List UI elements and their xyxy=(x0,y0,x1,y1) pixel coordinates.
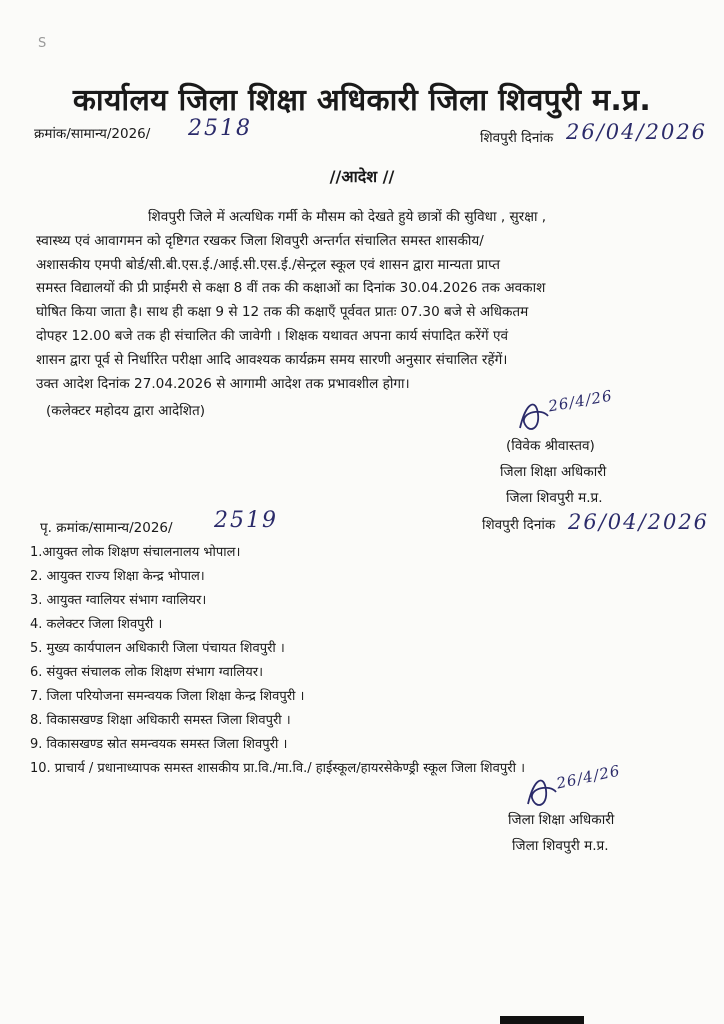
collector-note: (कलेक्टर महोदय द्वारा आदेशित) xyxy=(46,403,206,419)
body-line: समस्त विद्यालयों की प्री प्राईमरी से कक्षा 8 वीं तक की कक्षाओं का दिनांक 30.04.2026 तक अवकाश xyxy=(36,280,546,297)
body-line: स्वास्थ्य एवं आवागमन को दृष्टिगत रखकर जिला शिवपुरी अन्तर्गत संचालित समस्त शासकीय/ xyxy=(36,232,484,249)
list-item: 7. जिला परियोजना समन्वयक जिला शिक्षा केन्द्र शिवपुरी । xyxy=(30,689,305,704)
list-item: 1.आयुक्त लोक शिक्षण संचालनालय भोपाल। xyxy=(30,545,241,560)
office-heading: कार्यालय जिला शिक्षा अधिकारी जिला शिवपुरी म.प्र. xyxy=(72,83,652,118)
signature-date-handwritten: 26/4/26 xyxy=(546,386,614,416)
body-line: शासन द्वारा पूर्व से निर्धारित परीक्षा आदि आवश्यक कार्यक्रम समय सारणी अनुसार संचालित रहेंगें। xyxy=(36,351,508,368)
order-date-label: शिवपुरी दिनांक xyxy=(480,130,554,146)
order-number-handwritten: 2518 xyxy=(188,116,252,141)
body-line: अशासकीय एमपी बोर्ड/सी.बी.एस.ई./आई.सी.एस.ई./सेन्ट्रल स्कूल एवं शासन द्वारा मान्यता प्राप्त xyxy=(36,256,501,273)
body-line: शिवपुरी जिले में अत्यधिक गर्मी के मौसम को देखते हुये छात्रों की सुविधा , सुरक्षा , xyxy=(148,209,547,225)
order-body xyxy=(36,206,666,396)
signature-date-handwritten: 26/4/26 xyxy=(554,761,622,793)
list-item: 6. संयुक्त संचालक लोक शिक्षण संभाग ग्वालियर। xyxy=(30,665,264,680)
signatory-name: (विवेक श्रीवास्तव) xyxy=(506,438,595,454)
signatory-district: जिला शिवपुरी म.प्र. xyxy=(512,838,609,854)
list-item: 3. आयुक्त ग्वालियर संभाग ग्वालियर। xyxy=(30,593,207,608)
body-line: घोषित किया जाता है। साथ ही कक्षा 9 से 12 तक की कक्षाएँ पूर्ववत प्रातः 07.30 बजे से अधिकतम xyxy=(36,304,529,321)
endorsement-date-handwritten: 26/04/2026 xyxy=(568,510,710,534)
signatory-designation: जिला शिक्षा अधिकारी xyxy=(500,464,607,480)
signatory-district: जिला शिवपुरी म.प्र. xyxy=(506,490,603,506)
corner-mark: S xyxy=(38,36,47,51)
order-date-handwritten: 26/04/2026 xyxy=(566,120,708,144)
copy-list xyxy=(30,541,525,781)
body-line: दोपहर 12.00 बजे तक ही संचालित की जावेगी । शिक्षक यथावत अपना कार्य संपादित करेंगें एवं xyxy=(36,327,509,344)
order-ref-label: क्रमांक/सामान्य/2026/ xyxy=(34,126,151,142)
bottom-edge-bar xyxy=(500,1016,584,1024)
list-item: 8. विकासखण्ड शिक्षा अधिकारी समस्त जिला शिवपुरी । xyxy=(30,713,291,728)
endorsement-date-label: शिवपुरी दिनांक xyxy=(482,517,556,533)
order-title: //आदेश // xyxy=(329,167,395,186)
endorsement-number-handwritten: 2519 xyxy=(214,508,278,533)
endorsement-ref-label: पृ. क्रमांक/सामान्य/2026/ xyxy=(40,520,173,536)
body-line: उक्त आदेश दिनांक 27.04.2026 से आगामी आदेश तक प्रभावशील होगा। xyxy=(36,375,410,392)
list-item: 10. प्राचार्य / प्रधानाध्यापक समस्त शासकीय प्रा.वि./मा.वि./ हाईस्कूल/हायरसेकेण्ड्री स्कूल जिला शिवपुरी । xyxy=(30,761,526,776)
signatory-designation: जिला शिक्षा अधिकारी xyxy=(508,812,615,828)
list-item: 4. कलेक्टर जिला शिवपुरी । xyxy=(30,617,163,632)
list-item: 2. आयुक्त राज्य शिक्षा केन्द्र भोपाल। xyxy=(30,569,205,584)
list-item: 5. मुख्य कार्यपालन अधिकारी जिला पंचायत शिवपुरी । xyxy=(30,641,285,656)
list-item: 9. विकासखण्ड स्रोत समन्वयक समस्त जिला शिवपुरी । xyxy=(30,737,288,752)
